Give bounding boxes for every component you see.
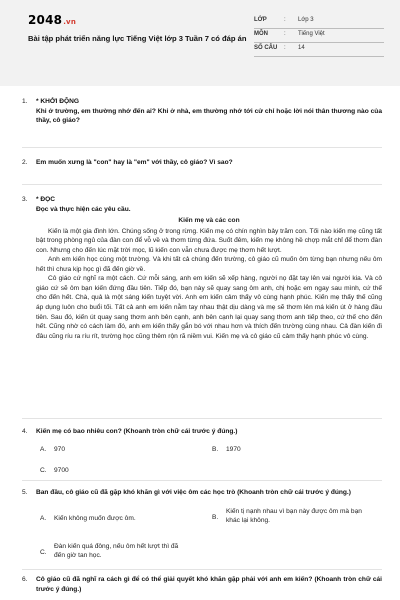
meta-divider xyxy=(254,56,384,57)
header xyxy=(0,0,400,86)
answer-options xyxy=(36,443,382,485)
meta-value: Tiếng Việt xyxy=(298,30,325,37)
question-number: 5. xyxy=(22,489,28,496)
meta-value: 14 xyxy=(298,44,305,51)
section-heading: * ĐỌC xyxy=(36,196,56,203)
logo-suffix: .vn xyxy=(63,18,77,26)
question-number: 3. xyxy=(22,196,28,203)
meta-row-count xyxy=(254,41,325,55)
option-text: 9700 xyxy=(54,466,69,474)
option-text: 970 xyxy=(54,445,66,453)
question-1 xyxy=(22,97,382,126)
meta-key: MÔN xyxy=(254,30,268,37)
question-number: 6. xyxy=(22,576,28,583)
meta-row-grade xyxy=(254,13,325,27)
answer-option-c[interactable] xyxy=(40,542,184,561)
option-letter: B. xyxy=(212,513,219,521)
meta-divider xyxy=(254,28,384,29)
section-heading: * KHỞI ĐỘNG xyxy=(36,98,79,105)
question-text: Kiến mẹ có bao nhiêu con? (Khoanh tròn chữ cái trước ý đúng.) xyxy=(36,428,238,435)
story-paragraph: Cô giáo cứ nghĩ ra một cách. Cứ mỗi sáng, anh em kiến sẽ xếp hàng, người nọ đặt tay lên vai người kia. Và cô giáo cứ sẽ ôm bạn kiến đứng đầu tiên. Tiếp đó, bạn này sẽ quay sang ôm anh, chị hoặc em ngay sau mình, cứ thế cho đến hết. Chà, quả là một sáng kiến tuyệt vời. Anh em kiến cảm thấy vô cùng hạnh phúc. Kiến mẹ thấy thế cũng áp dụng luôn cho buổi tối. Tất cả anh em kiến nằm tay nhau thật dịu dàng và mẹ sẽ thơm lên má kiến út ở hàng đầu tiên. Sau đó, kiến út quay sang thơm anh bên cạnh, anh bên cạnh lại quay sang thơm anh tiếp theo, cứ thế cho đến hết. Cũng nhờ có cách làm đó, anh em kiến thấy gắn bó với nhau hơn và thích đến trường cùng nhau. Cả đàn kiến đi đâu cũng ríu ra ríu rít, trường học cũng thêm rộn rã niềm vui. Kiến mẹ và cô giáo cũ cảm thấy hạnh phúc vô cùng. xyxy=(36,275,382,340)
divider xyxy=(22,480,382,481)
story-paragraph: Anh em kiến học cùng một trường. Và khi tất cả chúng đến trường, cô giáo cũ muốn ôm từng bạn nhưng nếu ôm hết thì chưa kịp học gì đã đến giờ về. xyxy=(36,256,382,273)
answer-option-a[interactable] xyxy=(40,445,209,455)
question-text: Khi ở trường, em thường nhớ đến ai? Khi ở nhà, em thường nhớ tới cử chỉ hoặc lời nói thân thương nào của thầy, cô giáo? xyxy=(36,107,382,125)
question-5 xyxy=(22,488,382,572)
option-letter: B. xyxy=(212,445,219,453)
question-4 xyxy=(22,427,382,485)
site-logo[interactable] xyxy=(28,12,76,29)
option-letter: A. xyxy=(40,514,47,522)
logo-number: 2048 xyxy=(28,13,63,27)
meta-key: LỚP xyxy=(254,16,267,23)
option-text: 1970 xyxy=(226,445,241,453)
meta-row-subject xyxy=(254,27,325,41)
option-text: Kiến không muốn được ôm. xyxy=(54,514,136,522)
divider xyxy=(22,184,382,185)
meta-info xyxy=(254,13,325,55)
question-6 xyxy=(22,575,382,594)
meta-separator: : xyxy=(284,44,286,51)
divider xyxy=(22,418,382,419)
story-paragraph: Kiến là một gia đình lớn. Chúng sống ở trong rừng. Kiến mẹ có chín nghìn bảy trăm con. Tối nào kiến mẹ cũng tất bật trong phòng ngủ của đàn con để vỗ về và thơm từng đứa. Suốt đêm, kiến mẹ không hề chợp mắt chỉ để thơm đàn con. Nhưng cho đến lúc mặt trời mọc, lũ kiến con vẫn chưa được mẹ thơm hết lượt. xyxy=(36,227,382,254)
meta-divider xyxy=(254,42,384,43)
meta-value: Lớp 3 xyxy=(298,16,314,23)
question-number: 1. xyxy=(22,98,28,105)
question-text: Ban đầu, cô giáo cũ đã gặp khó khăn gì với việc ôm các học trò (Khoanh tròn chữ cái trước ý đúng.) xyxy=(36,489,351,496)
page-title: Bài tập phát triển năng lực Tiếng Việt lớp 3 Tuần 7 có đáp án xyxy=(28,34,247,43)
option-text: Kiến tị nạnh nhau vì bạn này được ôm mà bạn khác lại không. xyxy=(226,507,362,525)
question-instruction: Đọc và thực hiện các yêu cầu. xyxy=(36,205,131,213)
question-text: Em muốn xưng là "con" hay là "em" với thầy, cô giáo? Vì sao? xyxy=(36,159,233,166)
question-2 xyxy=(22,158,382,168)
option-letter: C. xyxy=(40,548,47,556)
answer-options xyxy=(36,504,382,572)
answer-option-b[interactable] xyxy=(212,445,381,455)
divider xyxy=(22,569,382,570)
option-letter: A. xyxy=(40,445,47,453)
answer-option-a[interactable] xyxy=(40,514,209,524)
question-number: 2. xyxy=(22,159,28,166)
option-text: Đàn kiến quá đông, nếu ôm hết lượt thì đã đến giờ tan học. xyxy=(54,542,179,560)
answer-option-b[interactable] xyxy=(212,507,376,526)
meta-separator: : xyxy=(284,30,286,37)
answer-option-c[interactable] xyxy=(40,466,209,476)
divider xyxy=(22,147,382,148)
option-letter: C. xyxy=(40,466,47,474)
question-number: 4. xyxy=(22,428,28,435)
question-3 xyxy=(22,195,382,341)
question-text: Cô giáo cũ đã nghĩ ra cách gì để có thể giải quyết khó khăn gặp phải với anh em kiến? (Khoanh tròn chữ cái trước ý đúng.) xyxy=(36,576,382,593)
meta-separator: : xyxy=(284,16,286,23)
story-title: Kiến mẹ và các con xyxy=(178,217,240,225)
meta-key: SỐ CÂU xyxy=(254,44,278,51)
